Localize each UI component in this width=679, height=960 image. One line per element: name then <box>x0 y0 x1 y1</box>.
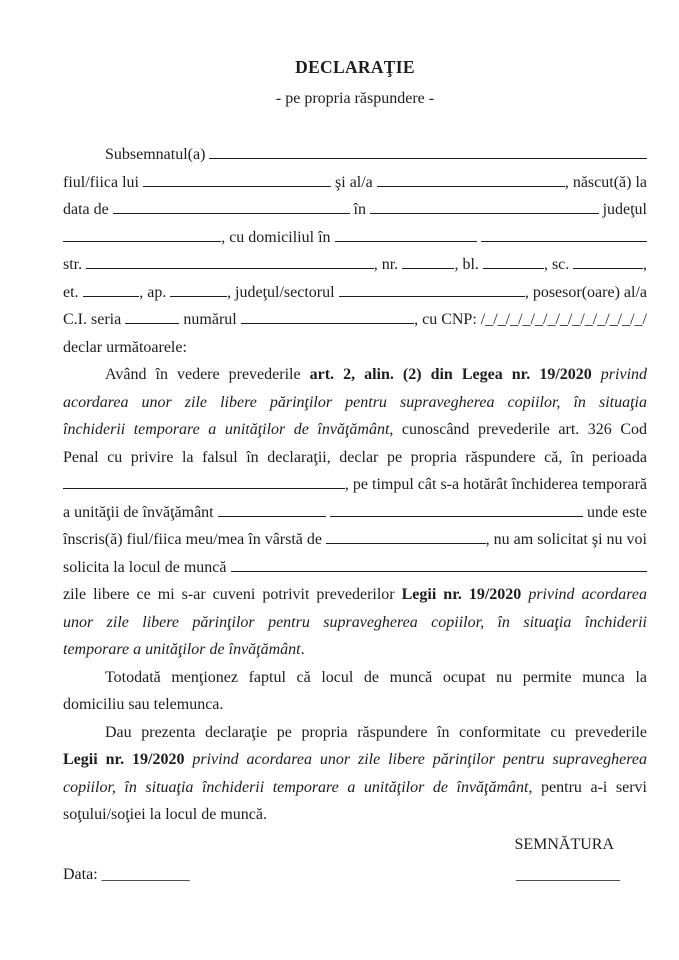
text-run: a unităţii de învăţământ <box>63 503 218 521</box>
doc-line <box>63 141 647 169</box>
text-run: , pe timpul cât s-a hotărât închiderea temporară <box>344 476 647 493</box>
text-run: art. 2, alin. (2) din Legea nr. 19/2020 <box>309 366 592 383</box>
doc-line <box>63 526 647 554</box>
text-run: numărul <box>179 311 241 328</box>
text-run: soţului/soţiei la locul de muncă. <box>63 806 267 823</box>
text-run: . <box>300 641 305 658</box>
fill-in-blank <box>573 268 643 269</box>
text-run: Subsemnatul(a) <box>105 146 210 163</box>
date-blank: ___________ <box>101 866 190 883</box>
text-run: Având în vedere prevederile <box>105 366 310 383</box>
text-run: , cu domiciliul în <box>221 228 335 246</box>
text-run: , bl. <box>454 256 483 273</box>
signature-label: SEMNĂTURA <box>514 835 614 853</box>
text-run: data de <box>63 201 113 218</box>
text-run: , sc. <box>543 256 574 273</box>
text-run: , <box>643 256 647 273</box>
doc-line <box>63 279 647 307</box>
fill-in-blank <box>330 516 583 517</box>
text-run: zile libere ce mi s-ar cuveni potrivit prevederilor <box>63 586 402 603</box>
text-run: , cunoscând prevederile art. 326 Cod <box>389 421 647 438</box>
text-run: , ap. <box>139 283 171 301</box>
doc-line <box>63 499 647 527</box>
text-run: solicita la locul de muncă <box>63 558 231 576</box>
doc-line <box>63 581 647 609</box>
text-run: , născut(ă) la <box>564 173 647 191</box>
doc-line <box>63 719 647 747</box>
text-run: Totodată menţionez faptul că locul de muncă ocupat nu permite munca la <box>105 668 647 686</box>
text-run: Legii nr. 19/2020 <box>401 586 522 603</box>
fill-in-blank <box>339 296 525 297</box>
text-run: domiciliu sau telemunca. <box>63 696 224 713</box>
document-title: DECLARAŢIE <box>295 57 415 77</box>
text-run: privind <box>600 366 647 383</box>
date-label: Data: <box>63 866 102 883</box>
doc-line <box>63 361 647 389</box>
fill-in-blank <box>63 241 221 242</box>
text-run: str. <box>63 256 87 273</box>
fill-in-blank <box>83 296 140 297</box>
fill-in-blank <box>377 186 565 187</box>
fill-in-blank <box>86 268 374 269</box>
fill-in-blank <box>370 213 599 214</box>
text-run: Legii nr. 19/2020 <box>63 751 185 768</box>
doc-line <box>63 169 647 197</box>
fill-in-blank <box>241 323 414 324</box>
signature-field <box>516 861 620 889</box>
fill-in-blank <box>63 488 345 489</box>
fill-in-blank <box>143 186 331 187</box>
text-run: închiderii temporare a unităţilor de învăţământ <box>63 421 390 438</box>
fill-in-blank <box>113 213 350 214</box>
document-body <box>63 141 647 829</box>
fill-in-blank <box>481 241 647 242</box>
text-run: în <box>349 201 370 218</box>
text-run: fiul/fiica lui <box>63 173 143 191</box>
fill-in-blank <box>483 268 544 269</box>
text-run: , nu am solicitat şi nu voi <box>485 531 647 548</box>
doc-line <box>63 196 647 224</box>
text-run: judeţul <box>598 201 647 218</box>
text-run: , nr. <box>373 256 403 273</box>
fill-in-blank <box>125 323 179 324</box>
doc-line <box>63 609 647 637</box>
text-run: privind acordarea <box>528 586 647 603</box>
fill-in-blank <box>209 158 647 159</box>
text-run: et. <box>63 283 83 301</box>
doc-line <box>63 416 647 444</box>
text-run: Penal cu privire la falsul în declaraţii, declar pe propria răspundere că, în perioada <box>63 448 647 466</box>
text-run: , posesor(oare) al/a <box>524 283 647 301</box>
doc-line <box>63 306 647 334</box>
doc-line <box>63 774 647 802</box>
text-run: C.I. seria <box>63 311 126 328</box>
text-run: declar următoarele: <box>63 338 187 356</box>
text-run: privind acordarea unor zile libere părinţilor pentru supravegherea <box>192 751 647 768</box>
doc-line <box>63 664 647 692</box>
text-run <box>592 366 601 383</box>
text-run: copiilor, în situaţia închiderii temporare a unităţilor de învăţământ <box>63 778 529 796</box>
doc-line <box>63 636 647 664</box>
doc-line <box>63 389 647 417</box>
fill-in-blank <box>402 268 454 269</box>
text-run: , judeţul/sectorul <box>227 283 339 301</box>
text-run: şi al/a <box>331 173 377 191</box>
text-run: , cu CNP: /_/_/_/_/_/_/_/_/_/_/_/_/_/ <box>414 311 647 328</box>
document-subtitle: - pe propria răspundere - <box>275 90 435 107</box>
doc-line <box>63 471 647 499</box>
doc-line <box>63 334 647 362</box>
signature-block <box>63 831 647 859</box>
text-run: înscris(ă) fiul/fiica meu/mea în vârstă de <box>63 531 327 548</box>
fill-in-blank <box>231 571 648 572</box>
doc-line <box>63 224 647 252</box>
doc-line <box>63 801 647 829</box>
doc-line <box>63 444 647 472</box>
text-run: temporare a unităţilor de învăţământ <box>63 641 301 658</box>
doc-line <box>63 554 647 582</box>
footer <box>63 861 647 889</box>
date-field <box>63 861 190 889</box>
text-run: acordarea unor zile libere părinţilor pentru supravegherea copiilor, în situaţia <box>63 393 647 411</box>
fill-in-blank <box>218 516 326 517</box>
doc-line <box>63 746 647 774</box>
doc-line <box>63 691 647 719</box>
text-run: , pentru a-i servi <box>528 778 647 796</box>
text-run: Dau prezenta declaraţie pe propria răspundere în conformitate cu prevederile <box>105 723 647 741</box>
doc-line <box>63 251 647 279</box>
signature-blank: _____________ <box>516 866 620 883</box>
fill-in-blank <box>335 241 477 242</box>
text-run: unor zile libere părinţilor pentru supravegherea copiilor, în situaţia închiderii <box>63 613 647 631</box>
fill-in-blank <box>170 296 227 297</box>
text-run: unde este <box>583 503 647 521</box>
fill-in-blank <box>326 543 486 544</box>
